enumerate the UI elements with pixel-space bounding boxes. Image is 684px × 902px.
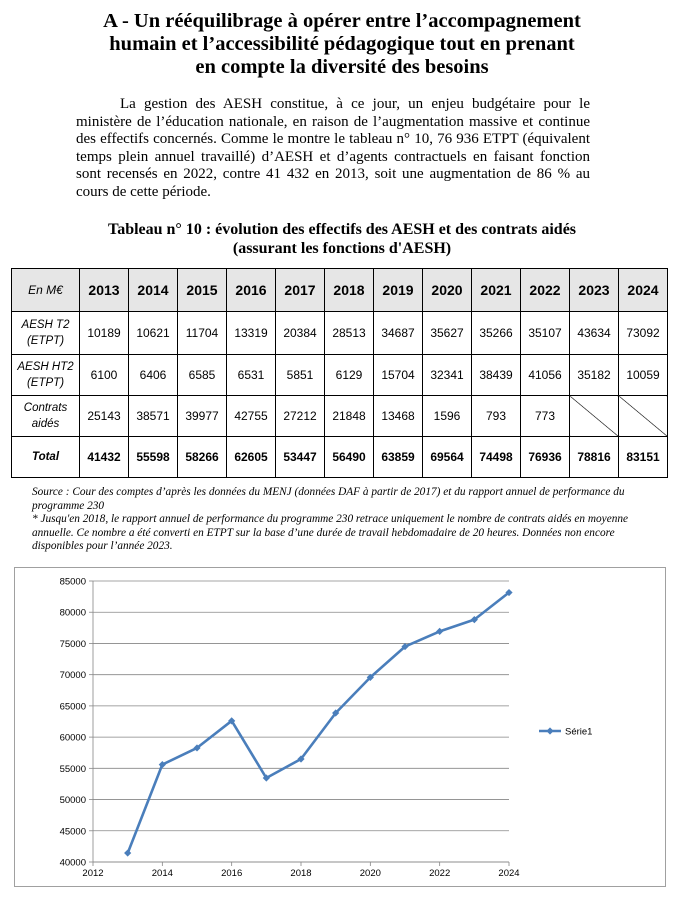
- table-cell: 38439: [472, 355, 521, 396]
- x-tick-label: 2020: [359, 868, 381, 879]
- table-cell: 1596: [423, 396, 472, 437]
- table-cell: 73092: [619, 312, 668, 355]
- row-label-line-1: AESH T2: [21, 319, 70, 331]
- table-cell-total: 74498: [472, 437, 521, 478]
- table-cell: 10621: [129, 312, 178, 355]
- y-tick-label: 85000: [59, 576, 86, 588]
- year-header: 2015: [178, 269, 227, 312]
- table-cell: 20384: [276, 312, 325, 355]
- chart-canvas: [15, 568, 665, 886]
- table-cell: 34687: [374, 312, 423, 355]
- table-cell: 35627: [423, 312, 472, 355]
- table-cell-total: 53447: [276, 437, 325, 478]
- table-row-total: [12, 437, 668, 478]
- row-label-line-2: (ETPT): [26, 377, 65, 389]
- y-tick-label: 65000: [59, 701, 86, 713]
- y-tick-label: 75000: [59, 638, 86, 650]
- table-cell: 13468: [374, 396, 423, 437]
- table-cell-total: 58266: [178, 437, 227, 478]
- table-cell-total: 56490: [325, 437, 374, 478]
- year-header: 2013: [80, 269, 129, 312]
- table-cell: 773: [521, 396, 570, 437]
- table-cell-total: 76936: [521, 437, 570, 478]
- table-cell-total: 78816: [570, 437, 619, 478]
- table-title-line-1: Tableau n° 10 : évolution des effectifs des AESH et des contrats aidés: [107, 221, 577, 238]
- table-cell: 32341: [423, 355, 472, 396]
- year-header: 2017: [276, 269, 325, 312]
- table-row-aesh-ht2: [12, 355, 668, 396]
- table-cell: 25143: [80, 396, 129, 437]
- row-label-line-2: aidés: [31, 418, 60, 430]
- y-tick-label: 40000: [59, 857, 86, 869]
- x-tick-label: 2018: [290, 868, 312, 879]
- y-tick-label: 50000: [59, 795, 86, 807]
- heading-line-2: humain et l’accessibilité pédagogique tout en prenant: [109, 33, 575, 55]
- table-row-aesh-t2: [12, 312, 668, 355]
- table-cell: 10189: [80, 312, 129, 355]
- x-tick-label: 2016: [221, 868, 243, 879]
- table-row-contrats-aides: [12, 396, 668, 437]
- table-cell: 6129: [325, 355, 374, 396]
- row-label-line-1: AESH HT2: [17, 361, 74, 373]
- table-cell: 39977: [178, 396, 227, 437]
- year-header: 2022: [521, 269, 570, 312]
- x-tick-label: 2012: [82, 868, 104, 879]
- table-cell-total: 63859: [374, 437, 423, 478]
- intro-paragraph: La gestion des AESH constitue, à ce jour, un enjeu budgétaire pour le ministère de l’éducation nationale, en raison de l’augmentation massive et continue des effectifs concernés. Comme le montre le tableau n° 10, 76 936 ETPT (équivalent temps plein annuel travaillé) d’AESH et d’agents contractuels en faisant fonction sont recensés en 2022, contre 41 432 en 2013, soit une augmentation de 86 % au cours de cette période.: [76, 96, 590, 200]
- table-cell: 21848: [325, 396, 374, 437]
- legend-marker: [546, 727, 553, 734]
- y-tick-label: 70000: [59, 670, 86, 682]
- year-header: 2014: [129, 269, 178, 312]
- row-label-total: Total: [12, 437, 80, 478]
- row-label: [12, 312, 80, 355]
- table-cell: 41056: [521, 355, 570, 396]
- heading-line-3: en compte la diversité des besoins: [195, 56, 489, 78]
- x-tick-label: 2022: [429, 868, 451, 879]
- section-heading: [40, 10, 644, 79]
- series-line: [128, 593, 509, 854]
- table-cell-total: 55598: [129, 437, 178, 478]
- effectifs-table: [11, 268, 668, 478]
- table-cell: 28513: [325, 312, 374, 355]
- source-line: Source : Cour des comptes d’après les données du MENJ (données DAF à partir de 2017) et du rapport annuel de performance du programme 230: [32, 486, 625, 512]
- table-cell: 43634: [570, 312, 619, 355]
- table-cell-total: 83151: [619, 437, 668, 478]
- table-cell: 38571: [129, 396, 178, 437]
- table-cell-total: 69564: [423, 437, 472, 478]
- row-label-line-2: (ETPT): [26, 335, 65, 347]
- y-tick-label: 60000: [59, 732, 86, 744]
- table-cell-not-available: [570, 396, 619, 437]
- x-tick-label: 2014: [151, 868, 173, 879]
- year-header: 2024: [619, 269, 668, 312]
- table-cell: 42755: [227, 396, 276, 437]
- legend-label: Série1: [565, 726, 593, 738]
- table-cell: 35266: [472, 312, 521, 355]
- table-cell: 11704: [178, 312, 227, 355]
- year-header: 2020: [423, 269, 472, 312]
- table-title-line-2: (assurant les fonctions d'AESH): [232, 240, 452, 257]
- table-cell: 27212: [276, 396, 325, 437]
- row-label: [12, 396, 80, 437]
- table-cell: 35182: [570, 355, 619, 396]
- year-header: 2018: [325, 269, 374, 312]
- table-cell: 793: [472, 396, 521, 437]
- table-header-row: [12, 269, 668, 312]
- table-cell: 5851: [276, 355, 325, 396]
- table-cell: 10059: [619, 355, 668, 396]
- row-label-line-1: Contrats: [23, 402, 68, 414]
- table-cell: 13319: [227, 312, 276, 355]
- year-header: 2023: [570, 269, 619, 312]
- y-tick-label: 45000: [59, 826, 86, 838]
- row-label: [12, 355, 80, 396]
- year-header: 2019: [374, 269, 423, 312]
- source-note: [32, 486, 662, 554]
- year-header: 2021: [472, 269, 521, 312]
- footnote-line: * Jusqu'en 2018, le rapport annuel de performance du programme 230 retrace uniquement le nombre de contrats aidés en moyenne annuelle. Ce nombre a été converti en ETPT sur la base d’une durée de travail hebdomadaire de 20 heures. Données non encore disponibles pour l’année 2023.: [32, 513, 629, 553]
- y-tick-label: 55000: [59, 763, 86, 775]
- table-cell-total: 41432: [80, 437, 129, 478]
- x-tick-label: 2024: [498, 868, 520, 879]
- heading-line-1: A - Un rééquilibrage à opérer entre l’accompagnement: [103, 10, 581, 32]
- data-point-marker: [124, 849, 131, 856]
- year-header: 2016: [227, 269, 276, 312]
- table-cell: 6531: [227, 355, 276, 396]
- table-cell: 6585: [178, 355, 227, 396]
- table-cell-not-available: [619, 396, 668, 437]
- table-cell: 15704: [374, 355, 423, 396]
- table-cell: 6100: [80, 355, 129, 396]
- table-title: [40, 220, 644, 258]
- y-tick-label: 80000: [59, 607, 86, 619]
- table-cell-total: 62605: [227, 437, 276, 478]
- table-corner-cell: En M€: [12, 269, 80, 312]
- table-cell: 35107: [521, 312, 570, 355]
- effectifs-line-chart: [14, 567, 666, 887]
- table-cell: 6406: [129, 355, 178, 396]
